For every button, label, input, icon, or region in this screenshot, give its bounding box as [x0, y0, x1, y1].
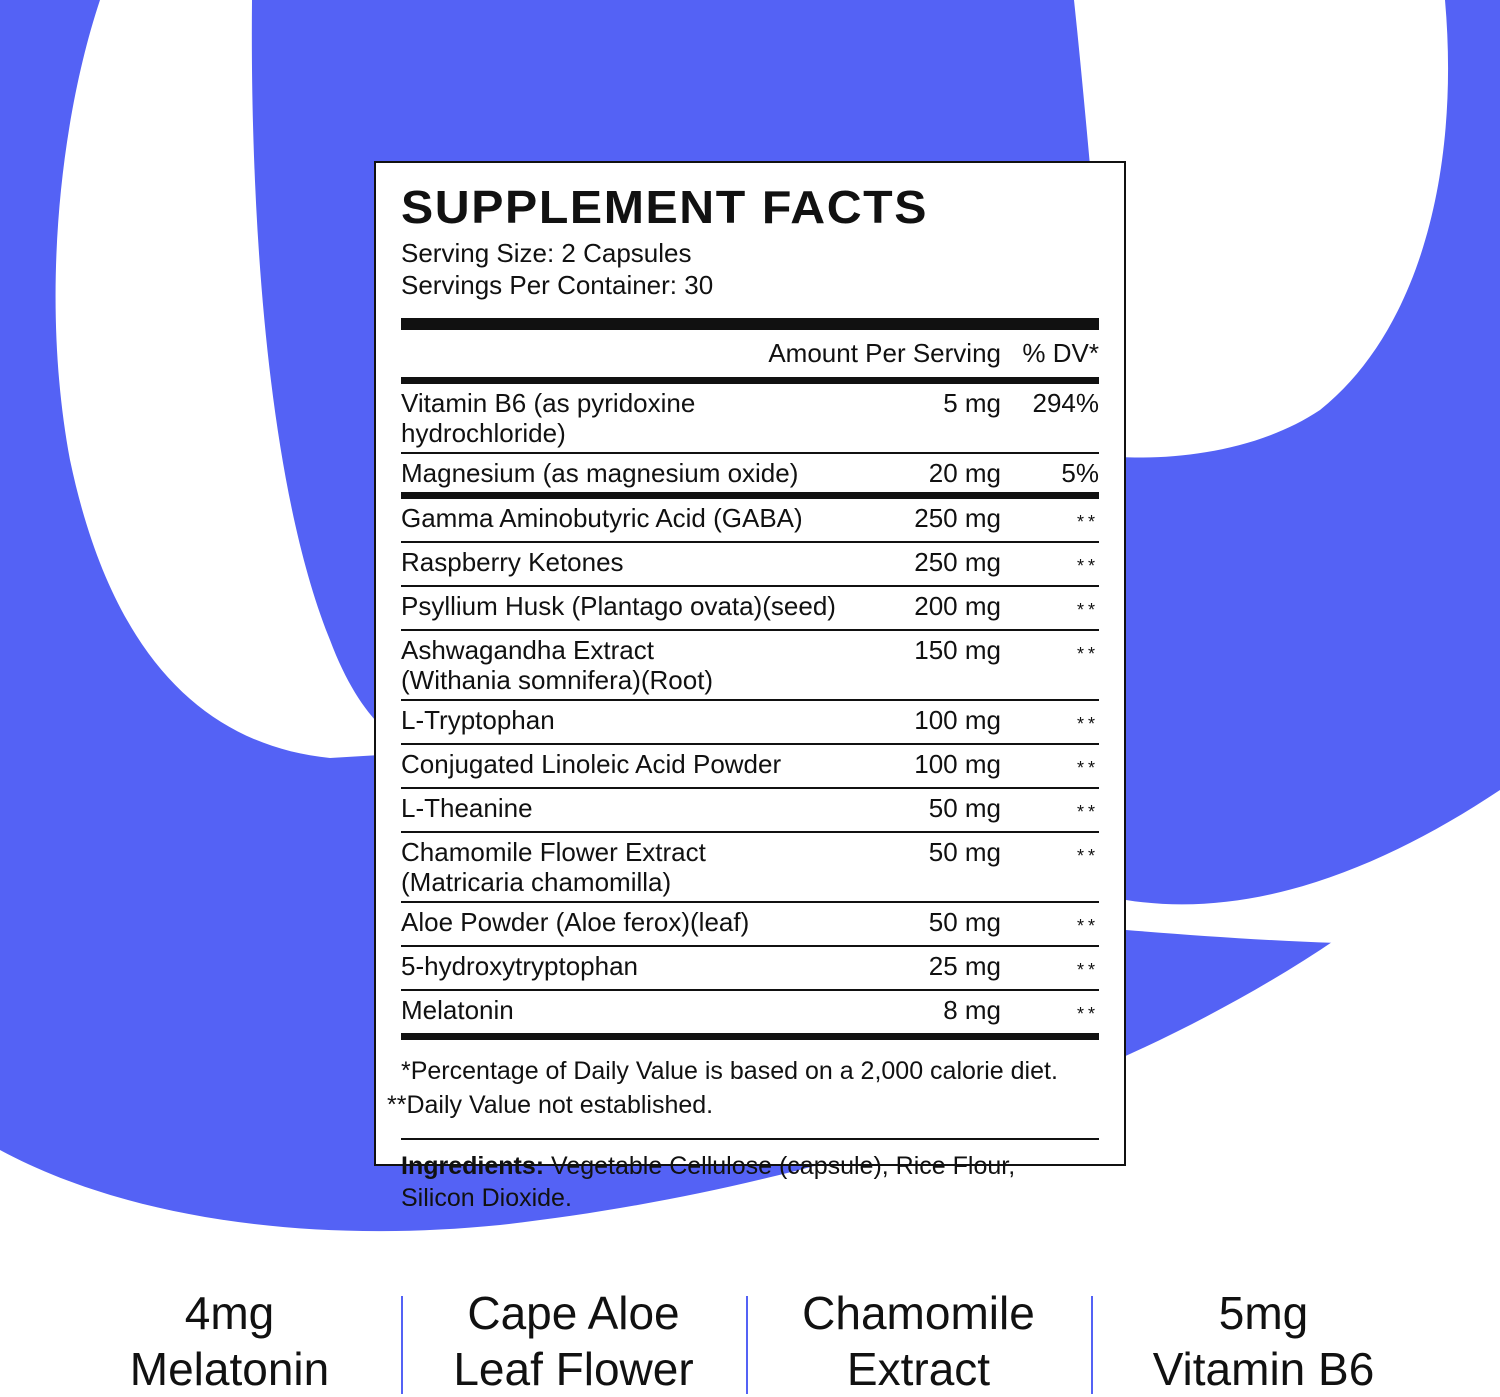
feature-line1: 5mg — [1218, 1287, 1309, 1339]
feature-line1: Chamomile — [802, 1287, 1035, 1339]
feature-line2: Vitamin B6 — [1152, 1343, 1375, 1395]
nutrient-dv: 294% — [1032, 388, 1099, 418]
nutrient-amount: 8 mg — [943, 995, 1001, 1025]
ingredient-rows — [401, 499, 1099, 1033]
feature-line2: Melatonin — [129, 1343, 330, 1395]
nutrient-row — [401, 543, 1099, 587]
feature-melatonin — [57, 1285, 402, 1397]
nutrient-name: 5-hydroxytryptophan — [401, 951, 639, 981]
nutrient-dv: ** — [1076, 1004, 1099, 1024]
ingredients-label: Ingredients: — [401, 1152, 545, 1180]
dv-header: % DV* — [1022, 338, 1099, 368]
nutrient-dv: ** — [1076, 960, 1099, 980]
servings-per-container: Servings Per Container: 30 — [401, 270, 714, 300]
nutrient-dv: ** — [1076, 556, 1099, 576]
nutrient-row — [401, 947, 1099, 991]
nutrient-dv: ** — [1076, 916, 1099, 936]
thin-divider — [401, 1138, 1099, 1140]
nutrient-dv: ** — [1076, 714, 1099, 734]
nutrient-name: L-Tryptophan — [401, 705, 555, 735]
feature-line1: Cape Aloe — [467, 1287, 680, 1339]
nutrient-row — [401, 499, 1099, 543]
nutrient-amount: 200 mg — [914, 591, 1001, 621]
nutrient-name: Psyllium Husk (Plantago ovata)(seed) — [401, 591, 836, 621]
label-title: SUPPLEMENT FACTS — [401, 181, 929, 233]
nutrient-amount: 50 mg — [928, 837, 1001, 867]
feature-aloe — [401, 1285, 746, 1397]
thick-divider — [401, 318, 1099, 330]
nutrient-dv: ** — [1076, 644, 1099, 664]
nutrient-name: Chamomile Flower Extract (Matricaria chamomilla) — [401, 837, 706, 897]
nutrient-amount: 250 mg — [914, 503, 1001, 533]
nutrient-name: Melatonin — [401, 995, 514, 1025]
nutrient-amount: 100 mg — [914, 749, 1001, 779]
vitamin-rows — [401, 384, 1099, 492]
nutrient-dv: 5% — [1061, 458, 1099, 488]
nutrient-dv: ** — [1076, 600, 1099, 620]
nutrient-row — [401, 745, 1099, 789]
nutrient-row — [401, 789, 1099, 833]
nutrient-name: L-Theanine — [401, 793, 533, 823]
nutrient-name: Vitamin B6 (as pyridoxine hydrochloride) — [401, 388, 696, 448]
footnote-not-established: **Daily Value not established. — [387, 1091, 714, 1119]
nutrient-dv: ** — [1076, 512, 1099, 532]
feature-line2: Leaf Flower — [453, 1343, 694, 1395]
section-divider — [401, 492, 1099, 499]
amount-header: Amount Per Serving — [768, 338, 1001, 368]
ingredients-text: Vegetable Cellulose (capsule), Rice Flour, — [544, 1152, 1016, 1180]
nutrient-amount: 50 mg — [928, 793, 1001, 823]
nutrient-name: Magnesium (as magnesium oxide) — [401, 458, 799, 488]
nutrient-amount: 150 mg — [914, 635, 1001, 665]
ingredients-text-2: Silicon Dioxide. — [401, 1184, 572, 1212]
bottom-divider — [401, 1033, 1099, 1040]
nutrient-row — [401, 454, 1099, 492]
nutrient-amount: 50 mg — [928, 907, 1001, 937]
nutrient-row — [401, 587, 1099, 631]
feature-vitamin-b6 — [1091, 1285, 1436, 1397]
nutrient-amount: 5 mg — [943, 388, 1001, 418]
supplement-facts-panel — [374, 161, 1126, 1212]
nutrient-amount: 100 mg — [914, 705, 1001, 735]
column-header — [401, 330, 1099, 377]
feature-line2: Extract — [846, 1343, 991, 1395]
nutrient-amount: 25 mg — [928, 951, 1001, 981]
feature-line1: 4mg — [184, 1287, 275, 1339]
serving-size: Serving Size: 2 Capsules — [401, 238, 692, 268]
nutrient-row — [401, 903, 1099, 947]
nutrient-amount: 250 mg — [914, 547, 1001, 577]
nutrient-row — [401, 701, 1099, 745]
nutrient-dv: ** — [1076, 846, 1099, 866]
nutrient-name: Conjugated Linoleic Acid Powder — [401, 749, 782, 779]
nutrient-row — [401, 384, 1099, 454]
feature-chamomile — [746, 1285, 1091, 1397]
nutrient-name: Aloe Powder (Aloe ferox)(leaf) — [401, 907, 750, 937]
ingredients — [401, 1150, 1099, 1214]
nutrient-row — [401, 833, 1099, 903]
footnote-dv: *Percentage of Daily Value is based on a 2,000 calorie diet. — [401, 1057, 1058, 1085]
nutrient-amount: 20 mg — [928, 458, 1001, 488]
nutrient-row — [401, 631, 1099, 701]
nutrient-dv: ** — [1076, 758, 1099, 778]
nutrient-row — [401, 991, 1099, 1033]
nutrient-name: Gamma Aminobutyric Acid (GABA) — [401, 503, 803, 533]
nutrient-name: Raspberry Ketones — [401, 547, 624, 577]
nutrient-name: Ashwagandha Extract (Withania somnifera)(Root) — [401, 635, 714, 695]
header-divider — [401, 377, 1099, 384]
nutrient-dv: ** — [1076, 802, 1099, 822]
